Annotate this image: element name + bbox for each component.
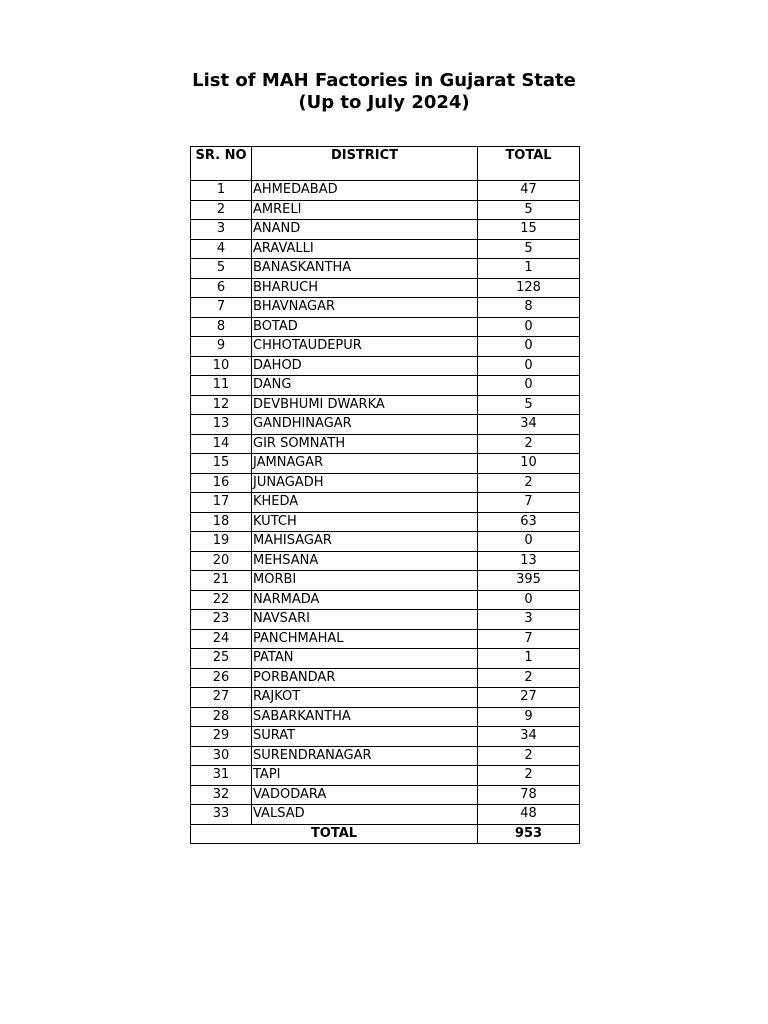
cell-total: 9 — [478, 707, 580, 727]
table-row — [191, 337, 580, 357]
cell-district: RAJKOT — [252, 688, 478, 708]
header-district: DISTRICT — [252, 147, 478, 181]
table-row — [191, 766, 580, 786]
factories-table — [190, 146, 580, 844]
table-row — [191, 532, 580, 552]
header-sr-no: SR. NO — [191, 147, 252, 181]
cell-sr-no: 16 — [191, 473, 252, 493]
cell-district: AHMEDABAD — [252, 181, 478, 201]
cell-total: 2 — [478, 668, 580, 688]
cell-district: PORBANDAR — [252, 668, 478, 688]
cell-total: 128 — [478, 278, 580, 298]
table-row — [191, 746, 580, 766]
table-row — [191, 376, 580, 396]
table-row — [191, 590, 580, 610]
cell-district: TAPI — [252, 766, 478, 786]
table-row — [191, 707, 580, 727]
table-row — [191, 220, 580, 240]
table-row — [191, 278, 580, 298]
table-body — [191, 181, 580, 825]
cell-district: SURAT — [252, 727, 478, 747]
table-row — [191, 805, 580, 825]
cell-total: 0 — [478, 317, 580, 337]
cell-total: 7 — [478, 493, 580, 513]
cell-sr-no: 1 — [191, 181, 252, 201]
cell-district: SABARKANTHA — [252, 707, 478, 727]
cell-district: DAHOD — [252, 356, 478, 376]
cell-district: DANG — [252, 376, 478, 396]
cell-total: 0 — [478, 590, 580, 610]
table-row — [191, 200, 580, 220]
cell-sr-no: 29 — [191, 727, 252, 747]
table-row — [191, 493, 580, 513]
cell-district: GANDHINAGAR — [252, 415, 478, 435]
cell-district: KHEDA — [252, 493, 478, 513]
table-row — [191, 629, 580, 649]
cell-sr-no: 18 — [191, 512, 252, 532]
cell-district: BHAVNAGAR — [252, 298, 478, 318]
cell-sr-no: 30 — [191, 746, 252, 766]
cell-district: BOTAD — [252, 317, 478, 337]
cell-sr-no: 20 — [191, 551, 252, 571]
cell-district: MORBI — [252, 571, 478, 591]
header-total: TOTAL — [478, 147, 580, 181]
grand-total-label: TOTAL — [191, 824, 478, 844]
cell-total: 0 — [478, 376, 580, 396]
document-title — [0, 70, 768, 114]
cell-total: 2 — [478, 434, 580, 454]
cell-district: GIR SOMNATH — [252, 434, 478, 454]
table-row — [191, 454, 580, 474]
grand-total-row — [191, 824, 580, 844]
table-row — [191, 473, 580, 493]
cell-sr-no: 3 — [191, 220, 252, 240]
cell-sr-no: 4 — [191, 239, 252, 259]
cell-sr-no: 9 — [191, 337, 252, 357]
table-row — [191, 395, 580, 415]
cell-district: MAHISAGAR — [252, 532, 478, 552]
cell-district: PATAN — [252, 649, 478, 669]
table-row — [191, 551, 580, 571]
cell-sr-no: 23 — [191, 610, 252, 630]
cell-total: 3 — [478, 610, 580, 630]
cell-sr-no: 2 — [191, 200, 252, 220]
cell-total: 5 — [478, 239, 580, 259]
cell-district: VADODARA — [252, 785, 478, 805]
cell-total: 15 — [478, 220, 580, 240]
table-row — [191, 610, 580, 630]
cell-sr-no: 15 — [191, 454, 252, 474]
cell-total: 34 — [478, 727, 580, 747]
cell-total: 2 — [478, 746, 580, 766]
cell-sr-no: 8 — [191, 317, 252, 337]
cell-district: VALSAD — [252, 805, 478, 825]
cell-sr-no: 32 — [191, 785, 252, 805]
table-row — [191, 298, 580, 318]
cell-total: 34 — [478, 415, 580, 435]
cell-sr-no: 5 — [191, 259, 252, 279]
cell-sr-no: 14 — [191, 434, 252, 454]
cell-sr-no: 22 — [191, 590, 252, 610]
cell-sr-no: 31 — [191, 766, 252, 786]
cell-district: BHARUCH — [252, 278, 478, 298]
cell-district: JUNAGADH — [252, 473, 478, 493]
table-row — [191, 649, 580, 669]
cell-total: 10 — [478, 454, 580, 474]
cell-sr-no: 10 — [191, 356, 252, 376]
cell-sr-no: 12 — [191, 395, 252, 415]
cell-district: KUTCH — [252, 512, 478, 532]
cell-total: 7 — [478, 629, 580, 649]
cell-district: AMRELI — [252, 200, 478, 220]
cell-total: 395 — [478, 571, 580, 591]
cell-district: SURENDRANAGAR — [252, 746, 478, 766]
title-line-2: (Up to July 2024) — [298, 92, 470, 113]
cell-district: PANCHMAHAL — [252, 629, 478, 649]
cell-sr-no: 13 — [191, 415, 252, 435]
table-row — [191, 239, 580, 259]
cell-total: 27 — [478, 688, 580, 708]
cell-total: 0 — [478, 532, 580, 552]
table-row — [191, 668, 580, 688]
cell-sr-no: 21 — [191, 571, 252, 591]
cell-total: 0 — [478, 356, 580, 376]
table-row — [191, 434, 580, 454]
cell-district: ANAND — [252, 220, 478, 240]
cell-sr-no: 7 — [191, 298, 252, 318]
cell-total: 8 — [478, 298, 580, 318]
grand-total-value: 953 — [478, 824, 580, 844]
cell-total: 78 — [478, 785, 580, 805]
cell-sr-no: 26 — [191, 668, 252, 688]
table-row — [191, 688, 580, 708]
cell-total: 5 — [478, 395, 580, 415]
table-row — [191, 356, 580, 376]
table-row — [191, 317, 580, 337]
table-row — [191, 259, 580, 279]
table-header-row — [191, 147, 580, 181]
cell-sr-no: 28 — [191, 707, 252, 727]
cell-sr-no: 33 — [191, 805, 252, 825]
cell-district: DEVBHUMI DWARKA — [252, 395, 478, 415]
cell-district: NARMADA — [252, 590, 478, 610]
cell-total: 47 — [478, 181, 580, 201]
cell-sr-no: 19 — [191, 532, 252, 552]
cell-sr-no: 6 — [191, 278, 252, 298]
table-row — [191, 727, 580, 747]
table-row — [191, 785, 580, 805]
cell-district: NAVSARI — [252, 610, 478, 630]
table-row — [191, 415, 580, 435]
cell-total: 1 — [478, 259, 580, 279]
cell-sr-no: 24 — [191, 629, 252, 649]
cell-total: 2 — [478, 473, 580, 493]
cell-sr-no: 11 — [191, 376, 252, 396]
cell-district: JAMNAGAR — [252, 454, 478, 474]
cell-district: ARAVALLI — [252, 239, 478, 259]
cell-district: CHHOTAUDEPUR — [252, 337, 478, 357]
cell-total: 48 — [478, 805, 580, 825]
cell-total: 5 — [478, 200, 580, 220]
cell-district: MEHSANA — [252, 551, 478, 571]
table-row — [191, 571, 580, 591]
cell-sr-no: 25 — [191, 649, 252, 669]
cell-total: 0 — [478, 337, 580, 357]
cell-district: BANASKANTHA — [252, 259, 478, 279]
cell-total: 1 — [478, 649, 580, 669]
cell-total: 63 — [478, 512, 580, 532]
cell-total: 2 — [478, 766, 580, 786]
cell-total: 13 — [478, 551, 580, 571]
cell-sr-no: 17 — [191, 493, 252, 513]
title-line-1: List of MAH Factories in Gujarat State — [192, 70, 576, 91]
cell-sr-no: 27 — [191, 688, 252, 708]
table-row — [191, 512, 580, 532]
table-row — [191, 181, 580, 201]
